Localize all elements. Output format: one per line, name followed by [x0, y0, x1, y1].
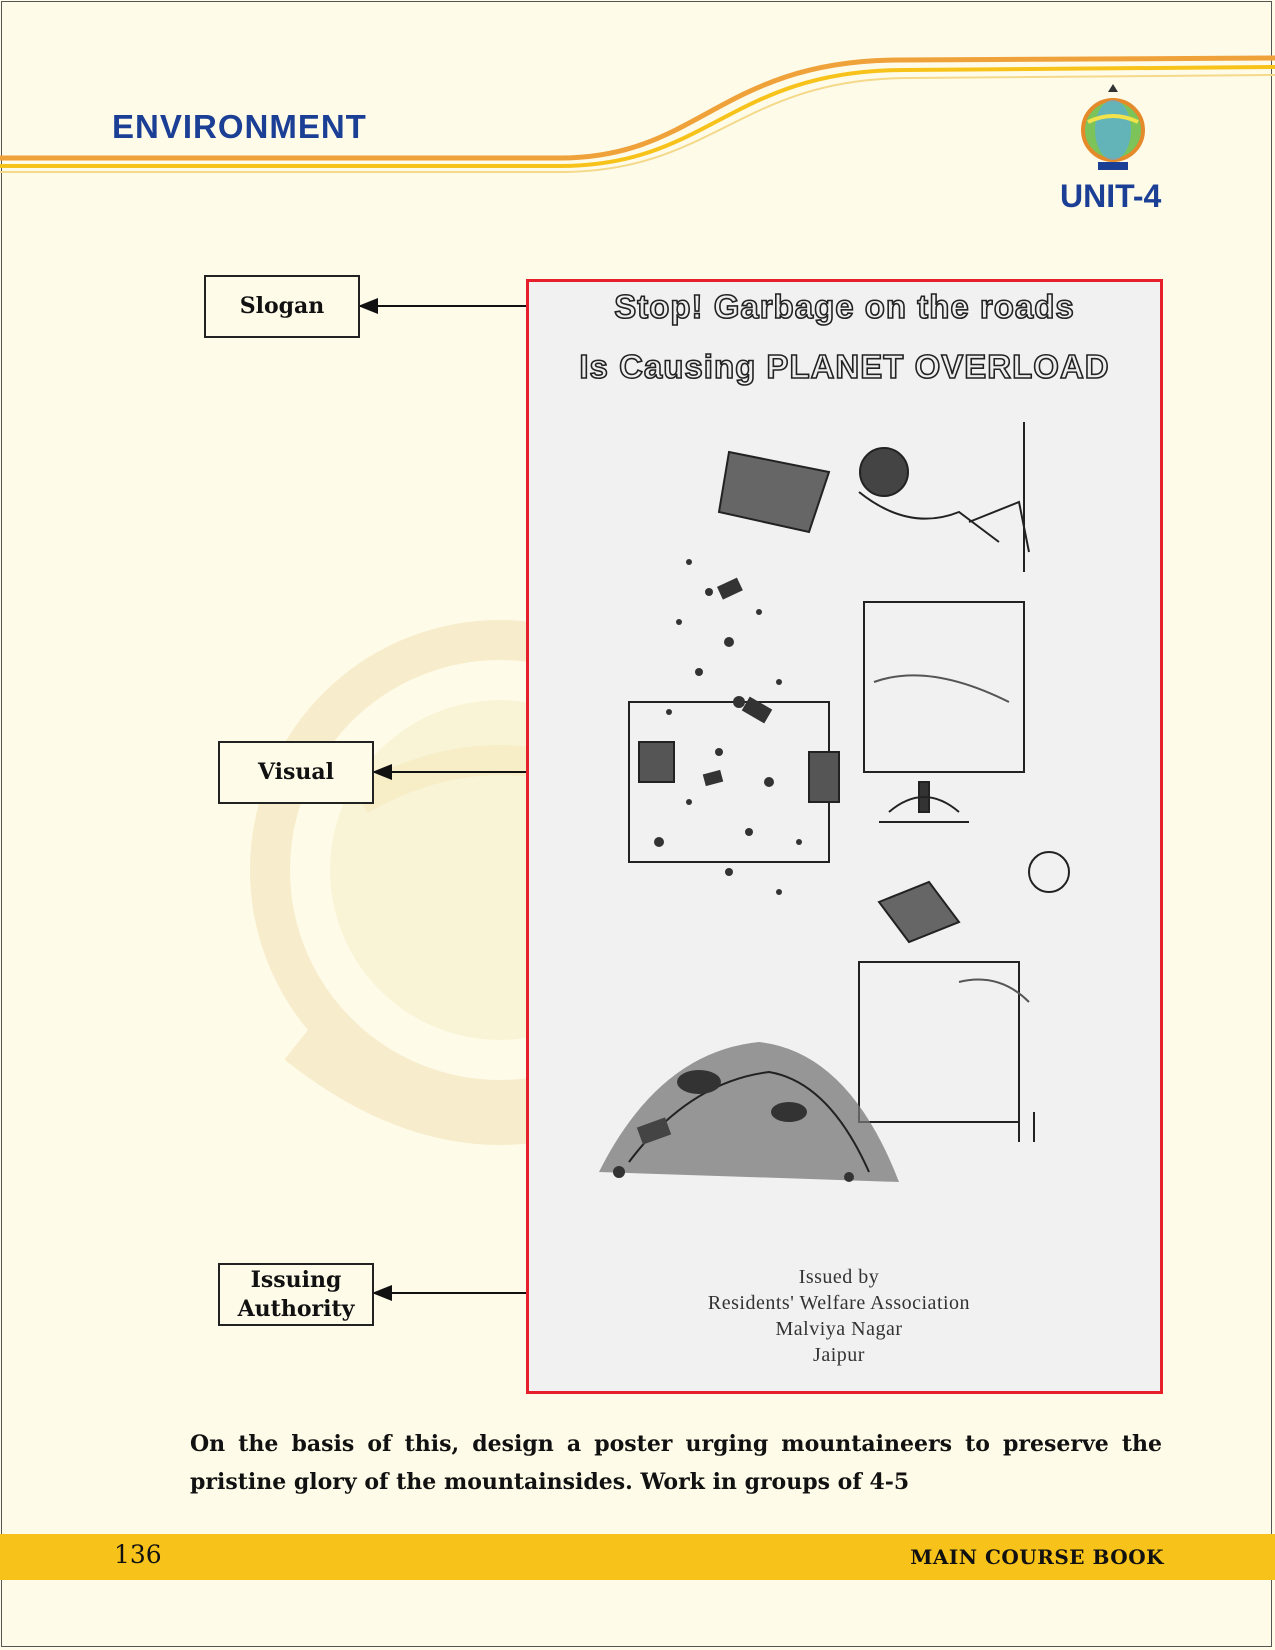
unit-globe-emblem [1068, 82, 1158, 182]
page-number: 136 [114, 1540, 162, 1569]
visual-label: Visual [218, 741, 374, 804]
activity-instruction: On the basis of this, design a poster urging mountaineers to preserve the pristine glory of the mountainsides. Work in groups of 4-5 [190, 1431, 1162, 1495]
poster-illustration [529, 282, 1160, 1391]
issuing-authority-label: Issuing Authority [218, 1263, 374, 1326]
garbage-scatter [654, 559, 802, 895]
woman-figure [860, 448, 908, 496]
section-title: ENVIRONMENT [112, 108, 367, 145]
poster-issuer-line: Residents' Welfare Association [707, 1292, 971, 1314]
sample-poster [526, 279, 1163, 1394]
building-window [864, 602, 1024, 772]
garbage-heap [599, 1042, 899, 1182]
poster-issuer-line: Jaipur [813, 1344, 865, 1366]
poster-slogan-line2: Is Causing PLANET OVERLOAD [579, 348, 1110, 385]
book-title: MAIN COURSE BOOK [910, 1545, 1164, 1569]
poster-issuer-line: Malviya Nagar [775, 1318, 903, 1340]
poster-issuer-line: Issued by [798, 1266, 880, 1288]
lower-building [859, 962, 1019, 1122]
poster-slogan-line1: Stop! Garbage on the roads [614, 288, 1075, 325]
garbage-bin-icon [719, 452, 829, 532]
unit-label: UNIT-4 [1060, 178, 1162, 214]
slogan-label: Slogan [204, 275, 360, 338]
